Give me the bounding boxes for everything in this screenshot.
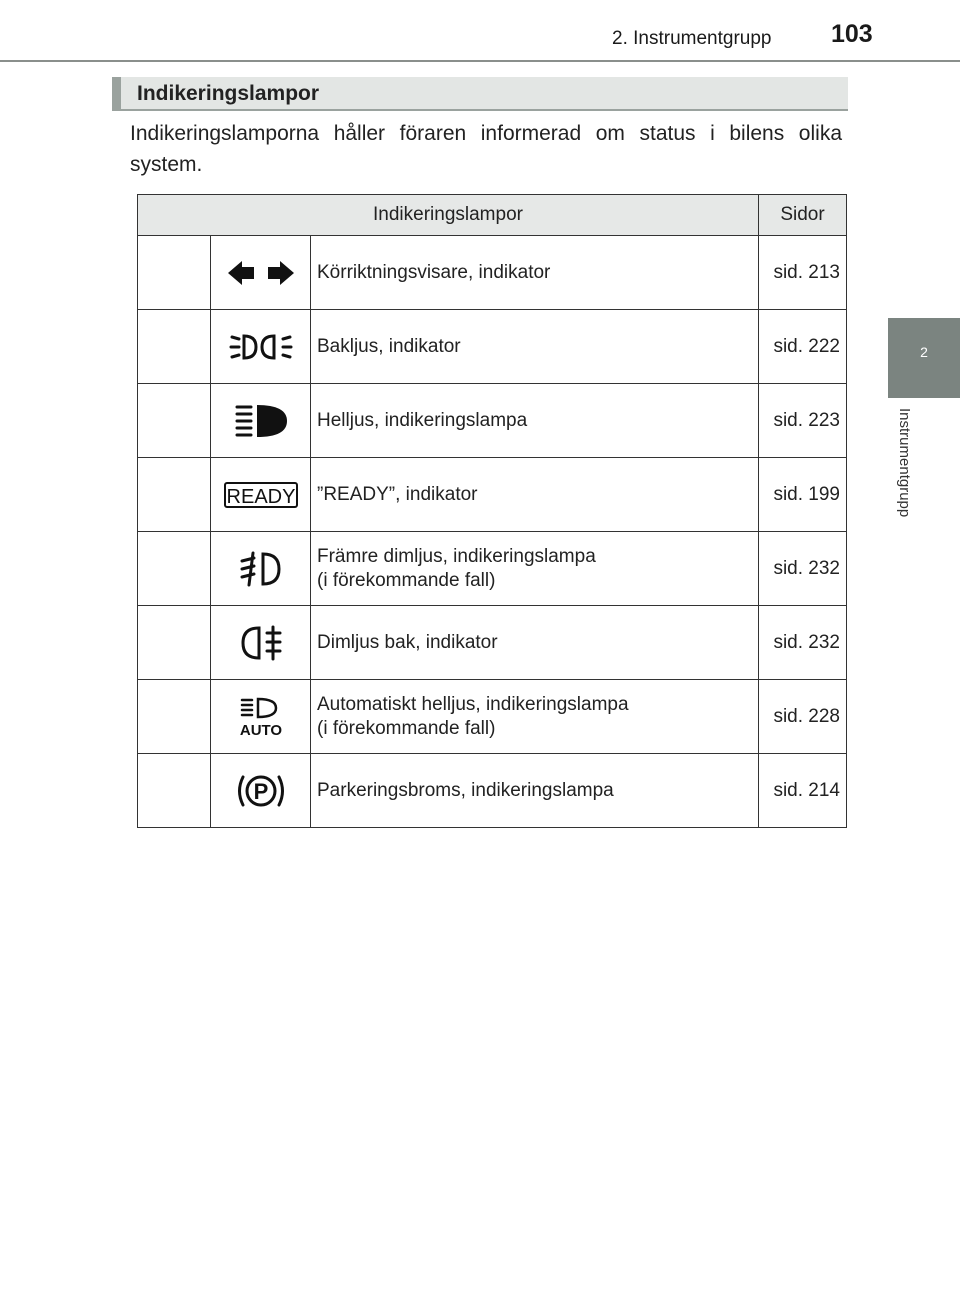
row-description — [311, 310, 759, 384]
row-page-ref: sid. 223 — [759, 384, 847, 458]
chapter-tab — [888, 318, 960, 398]
row-description-line1: Främre dimljus, indikeringslampa — [317, 545, 596, 567]
blank-cell — [138, 680, 211, 754]
header-pages: Sidor — [759, 195, 847, 236]
row-description-line2: (i förekommande fall) — [317, 717, 496, 739]
header-divider — [0, 60, 960, 62]
table-row — [138, 532, 847, 606]
row-page-ref: sid. 199 — [759, 458, 847, 532]
row-description — [311, 458, 759, 532]
row-description-line1: Bakljus, indikator — [317, 335, 461, 357]
blank-cell — [138, 606, 211, 680]
row-page-ref: sid. 228 — [759, 680, 847, 754]
row-description-line1: ”READY”, indikator — [317, 483, 478, 505]
parking-icon-text: P — [253, 778, 268, 804]
parking-brake-icon — [211, 754, 311, 828]
ready-icon-text: READY — [226, 485, 295, 508]
row-description — [311, 606, 759, 680]
table-row — [138, 606, 847, 680]
row-page-ref: sid. 222 — [759, 310, 847, 384]
row-description — [311, 754, 759, 828]
table-header-row — [138, 195, 847, 236]
blank-cell — [138, 532, 211, 606]
rear-fog-light-icon — [211, 606, 311, 680]
row-description-line1: Helljus, indikeringslampa — [317, 409, 528, 431]
auto-high-beam-icon — [211, 680, 311, 754]
header-indicators: Indikeringslampor — [138, 195, 759, 236]
section-heading-bar — [112, 77, 848, 111]
row-description-line1: Körriktningsvisare, indikator — [317, 261, 551, 283]
table-row — [138, 384, 847, 458]
auto-icon-text: AUTO — [239, 721, 282, 737]
blank-cell — [138, 754, 211, 828]
table-row — [138, 754, 847, 828]
table-row — [138, 310, 847, 384]
chapter-tab-number: 2 — [920, 344, 928, 360]
row-description — [311, 384, 759, 458]
row-page-ref: sid. 232 — [759, 606, 847, 680]
blank-cell — [138, 236, 211, 310]
ready-indicator-icon — [211, 458, 311, 532]
intro-paragraph: Indikeringslamporna håller föraren informerad om status i bilens olika system. — [130, 122, 842, 176]
row-description-line2: (i förekommande fall) — [317, 569, 496, 591]
turn-signal-arrows-icon — [211, 236, 311, 310]
chapter-tab-label: Instrumentgrupp — [896, 408, 913, 518]
row-description — [311, 680, 759, 754]
section-title: Indikeringslampor — [137, 82, 320, 105]
row-page-ref: sid. 213 — [759, 236, 847, 310]
indicator-table — [137, 194, 847, 828]
blank-cell — [138, 458, 211, 532]
high-beam-icon — [211, 384, 311, 458]
row-description-line1: Parkeringsbroms, indikeringslampa — [317, 779, 614, 801]
page-number: 103 — [831, 20, 873, 48]
table-row — [138, 458, 847, 532]
row-description — [311, 532, 759, 606]
table-row — [138, 680, 847, 754]
blank-cell — [138, 384, 211, 458]
tail-light-icon — [211, 310, 311, 384]
chapter-title: 2. Instrumentgrupp — [612, 28, 772, 49]
front-fog-light-icon — [211, 532, 311, 606]
row-description — [311, 236, 759, 310]
table-row — [138, 236, 847, 310]
row-page-ref: sid. 214 — [759, 754, 847, 828]
row-description-line1: Dimljus bak, indikator — [317, 631, 498, 653]
blank-cell — [138, 310, 211, 384]
row-description-line1: Automatiskt helljus, indikeringslampa — [317, 693, 629, 715]
row-page-ref: sid. 232 — [759, 532, 847, 606]
